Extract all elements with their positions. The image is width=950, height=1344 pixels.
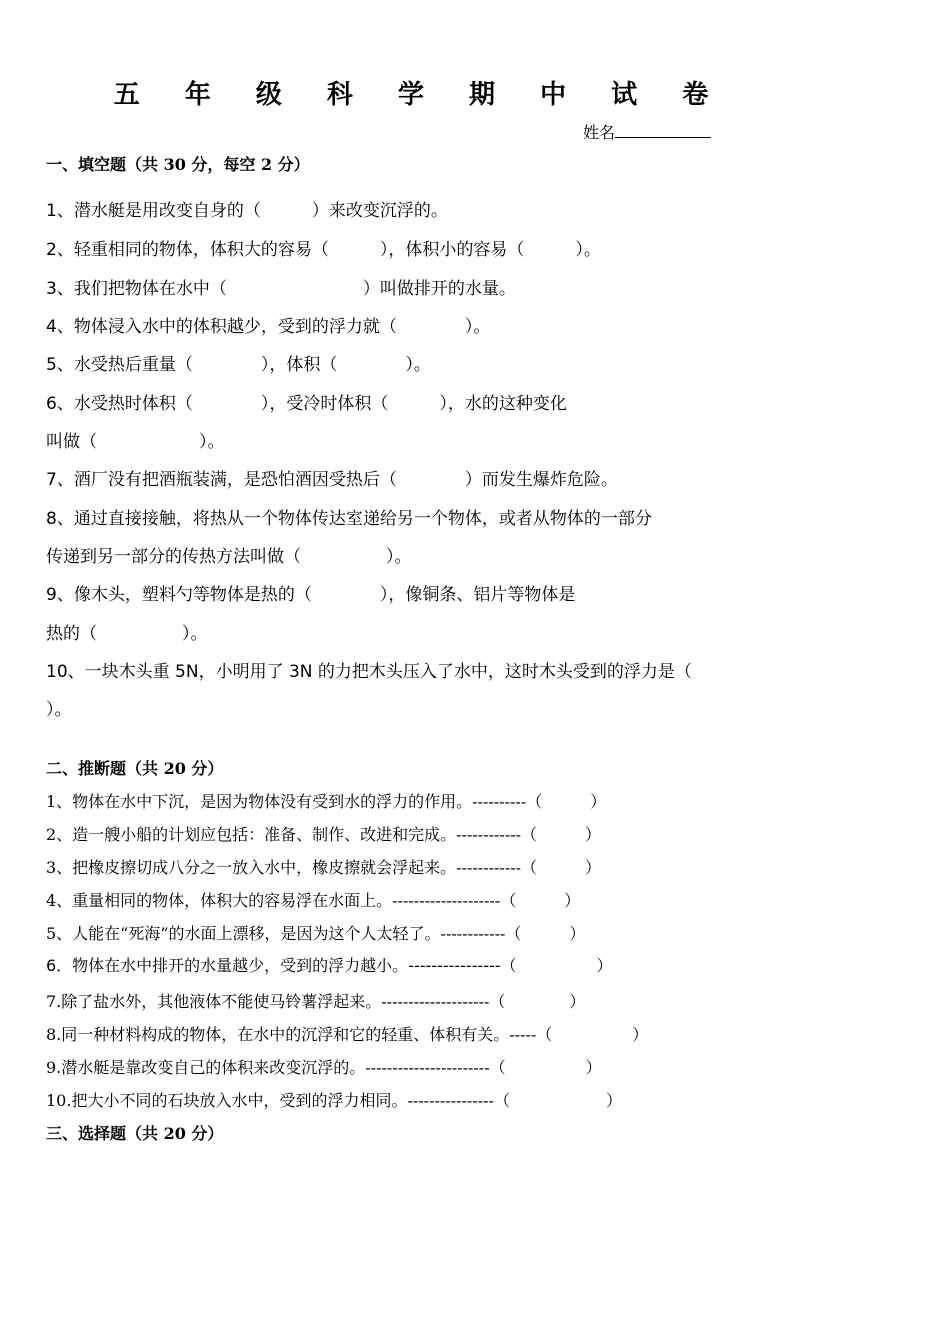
name-label: 姓名 bbox=[583, 123, 616, 142]
judgement-line: 8.同一种材料构成的物体，在水中的沉浮和它的轻重、体积有关。-----（ ） bbox=[46, 1025, 649, 1044]
question-line: 4、物体浸入水中的体积越少，受到的浮力就（ ）。 bbox=[46, 317, 491, 337]
judgement-line: 5、人能在“死海”的水面上漂移，是因为这个人太轻了。------------（ ） bbox=[46, 924, 586, 943]
question-line: 传递到另一部分的传热方法叫做（ ）。 bbox=[46, 547, 412, 567]
judgement-line: 9.潜水艇是靠改变自己的体积来改变沉浮的。-----------------------（ ） bbox=[46, 1058, 602, 1077]
question-line: 热的（ ）。 bbox=[46, 624, 208, 644]
question-line: 6、水受热时体积（ ），受冷时体积（ ），水的这种变化 bbox=[46, 394, 567, 414]
judgement-line: 4、重量相同的物体，体积大的容易浮在水面上。--------------------（ ） bbox=[46, 891, 581, 910]
question-line: 叫做（ ）。 bbox=[46, 432, 225, 452]
section3-heading: 三、选择题（共 20 分） bbox=[46, 1124, 224, 1143]
question-line: ）。 bbox=[46, 700, 72, 720]
question-line: 10、一块木头重 5N，小明用了 3N 的力把木头压入了水中，这时木头受到的浮力是（ bbox=[46, 662, 692, 682]
name-blank bbox=[615, 122, 711, 138]
question-line: 1、潜水艇是用改变自身的（ ）来改变沉浮的。 bbox=[46, 201, 448, 221]
question-line: 3、我们把物体在水中（ ）叫做排开的水量。 bbox=[46, 279, 516, 299]
question-line: 7、酒厂没有把酒瓶装满，是恐怕酒因受热后（ ）而发生爆炸危险。 bbox=[46, 470, 618, 490]
question-line: 5、水受热后重量（ ），体积（ ）。 bbox=[46, 355, 431, 375]
judgement-line: 7.除了盐水外，其他液体不能使马铃薯浮起来。--------------------（ ） bbox=[46, 992, 586, 1011]
question-line: 9、像木头，塑料勺等物体是热的（ ），像铜条、铝片等物体是 bbox=[46, 585, 576, 605]
judgement-line: 2、造一艘小船的计划应包括：准备、制作、改进和完成。------------（ ） bbox=[46, 825, 602, 844]
question-line: 2、轻重相同的物体，体积大的容易（ ），体积小的容易（ ）。 bbox=[46, 240, 601, 260]
page-title: 五 年 级 科 学 期 中 试 卷 bbox=[113, 80, 727, 110]
judgement-line: 10.把大小不同的石块放入水中，受到的浮力相同。----------------（ ） bbox=[46, 1091, 622, 1110]
judgement-line: 3、把橡皮擦切成八分之一放入水中，橡皮擦就会浮起来。------------（ ） bbox=[46, 858, 602, 877]
section1-heading: 一、填空题（共 30 分，每空 2 分） bbox=[46, 155, 310, 174]
name-field bbox=[583, 120, 711, 143]
judgement-line: 1、物体在水中下沉，是因为物体没有受到水的浮力的作用。----------（ ） bbox=[46, 792, 607, 811]
judgement-line: 6．物体在水中排开的水量越少，受到的浮力越小。----------------（ ） bbox=[46, 956, 613, 975]
section2-heading: 二、推断题（共 20 分） bbox=[46, 759, 224, 778]
question-line: 8、通过直接接触，将热从一个物体传达室递给另一个物体，或者从物体的一部分 bbox=[46, 509, 652, 529]
